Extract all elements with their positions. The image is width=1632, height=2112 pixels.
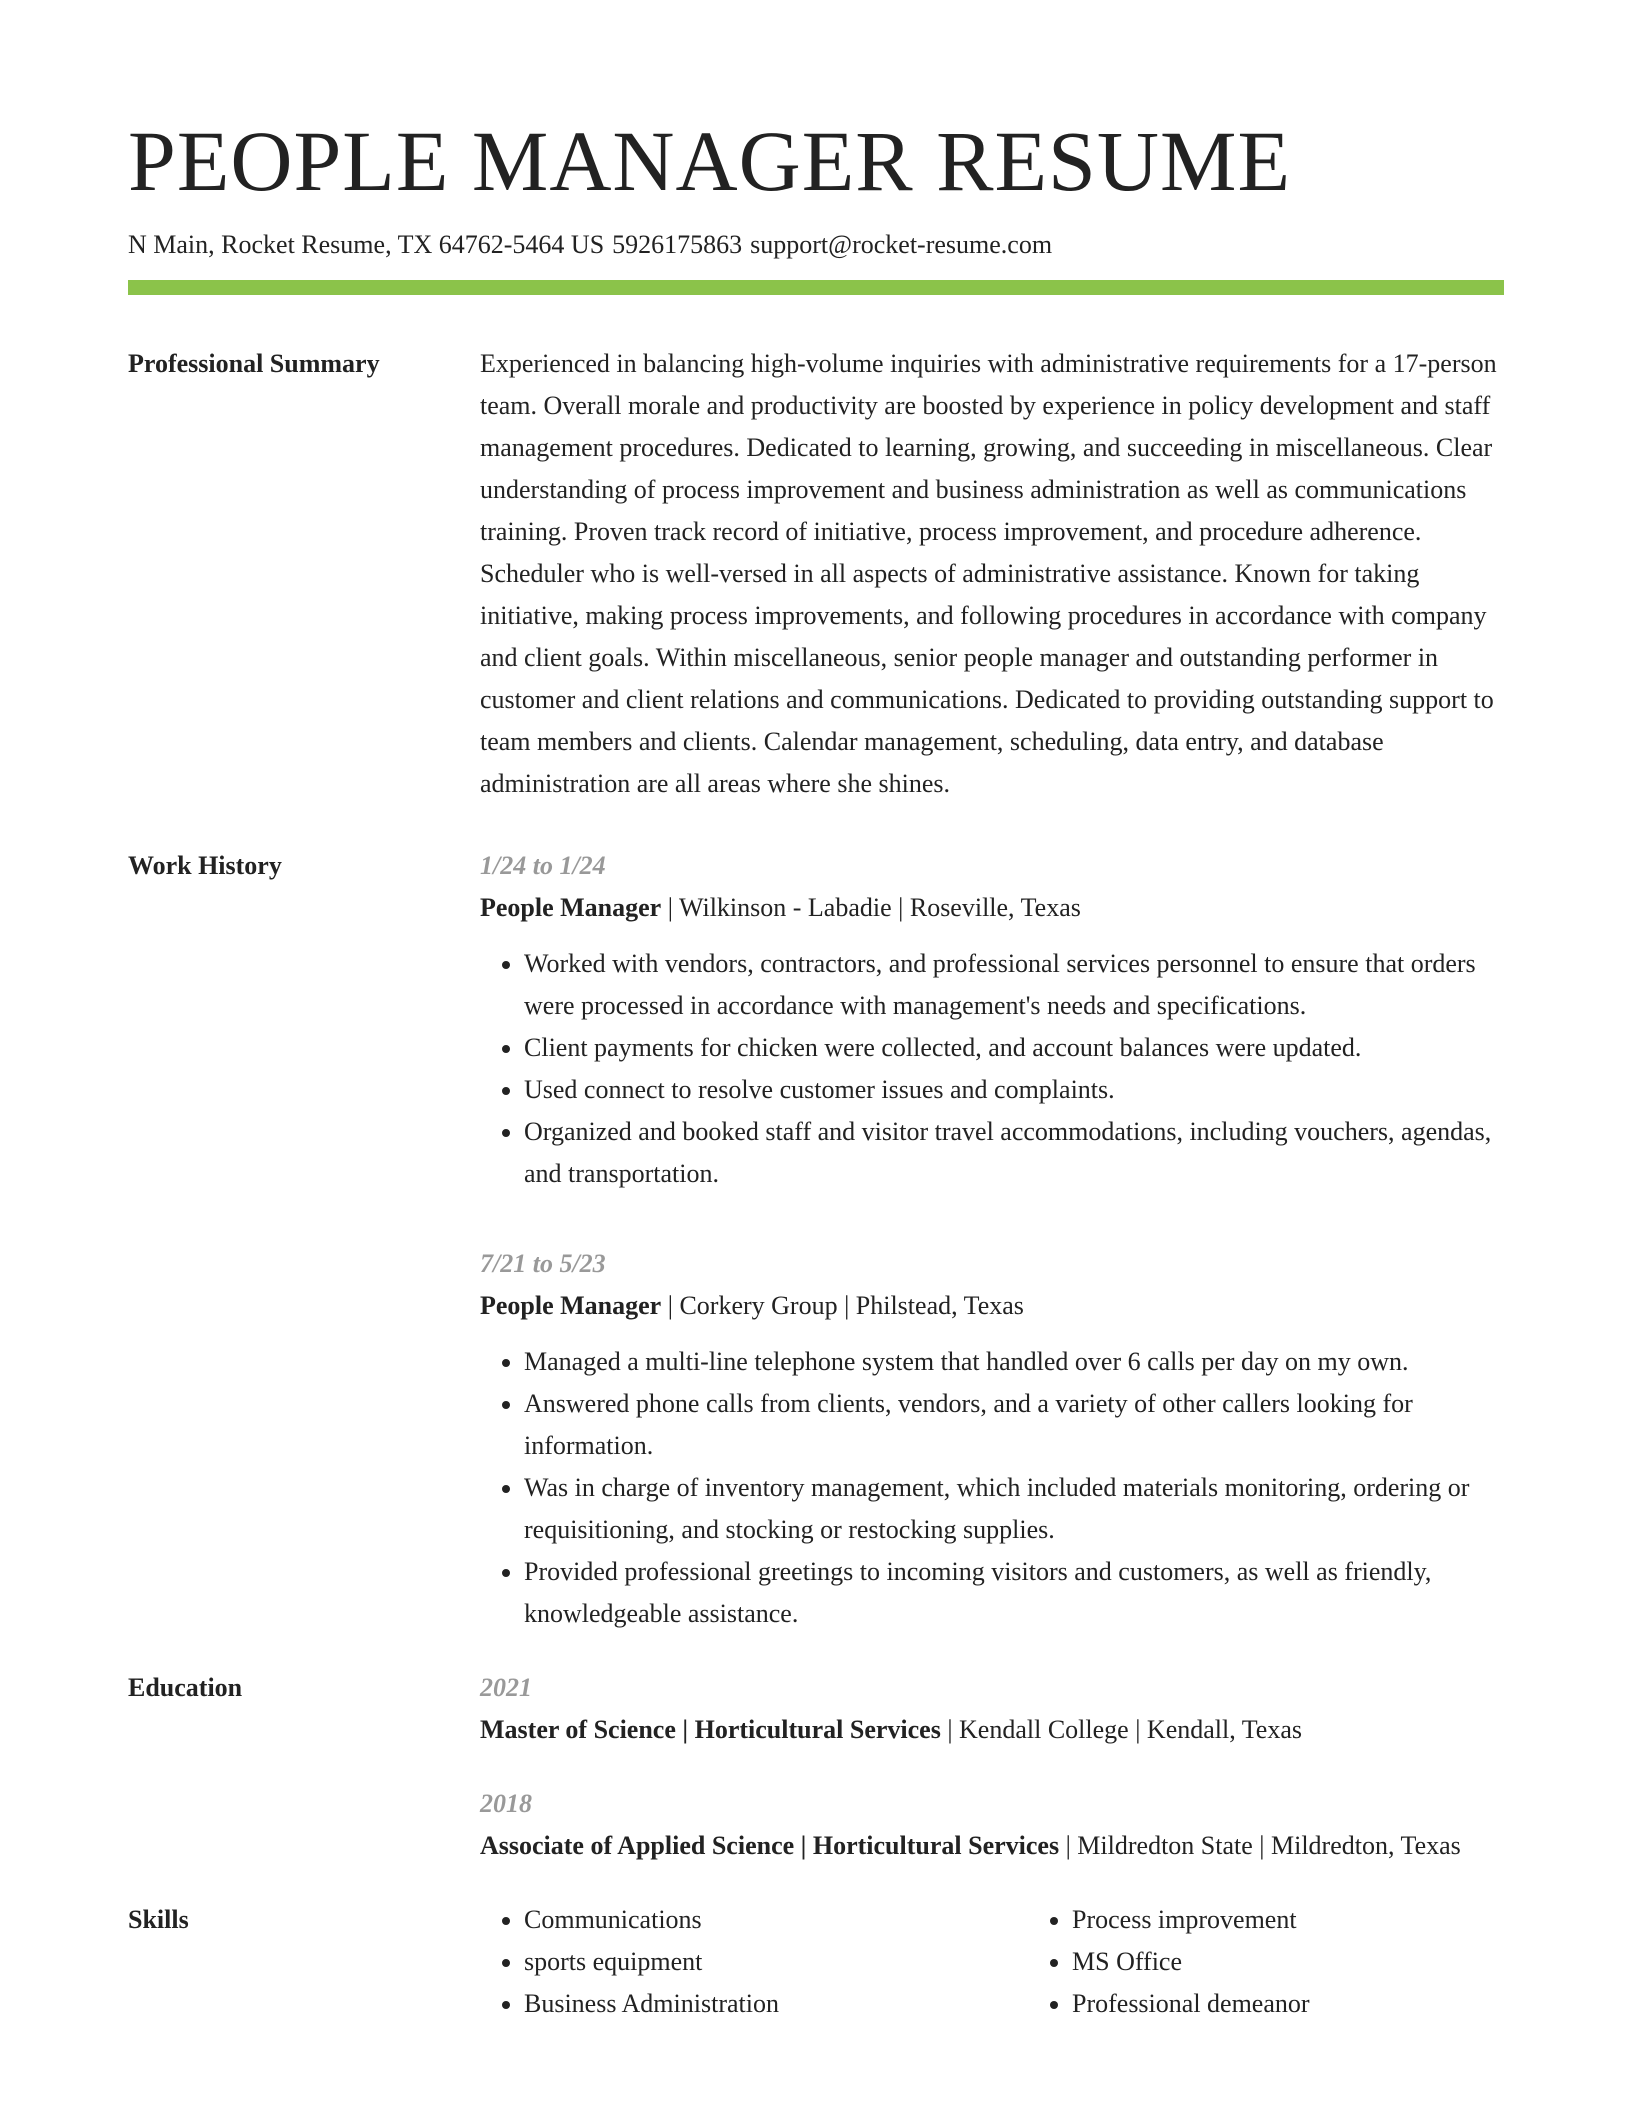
- section-label-summary: Professional Summary: [128, 349, 380, 378]
- job-role: [480, 887, 1504, 929]
- section-label-work: Work History: [128, 851, 282, 880]
- list-item: • Provided professional greetings to incoming visitors and customers, as well as friendly, knowledgeable assistance.: [524, 1551, 1504, 1635]
- list-item: • Communications: [524, 1899, 1028, 1941]
- list-item: • Used connect to resolve customer issues and complaints.: [524, 1069, 1504, 1111]
- section-label-education: Education: [128, 1673, 243, 1702]
- header-divider: [128, 280, 1504, 295]
- skills-list-left: [480, 1899, 1028, 2025]
- contact-line: [128, 230, 1504, 260]
- list-item: • Client payments for chicken were collected, and account balances were updated.: [524, 1027, 1504, 1069]
- list-item: • Professional demeanor: [1072, 1983, 1576, 2025]
- education-entry: [480, 1667, 1504, 1751]
- list-item: • Business Administration: [524, 1983, 1028, 2025]
- summary-text: Experienced in balancing high-volume inquiries with administrative requirements for a 17-person team. Overall morale and productivity are boosted by experience in policy development and staff management procedures. Dedicated to learning, growing, and succeeding in miscellaneous. Clear understanding of process improvement and business administration as well as communications training. Proven track record of initiative, process improvement, and procedure adherence. Scheduler who is well-versed in all aspects of administrative assistance. Known for taking initiative, making process improvements, and following procedures in accordance with company and client goals. Within miscellaneous, senior people manager and outstanding performer in customer and client relations and communications. Dedicated to providing outstanding support to team members and clients. Calendar management, scheduling, data entry, and database administration are all areas where she shines.: [480, 349, 1497, 798]
- list-item: • sports equipment: [524, 1941, 1028, 1983]
- contact-phone: 5926175863: [612, 230, 743, 259]
- section-education: [128, 1667, 1504, 1867]
- job-bullets: [480, 943, 1504, 1195]
- section-label-skills: Skills: [128, 1905, 189, 1934]
- list-item: • Answered phone calls from clients, vendors, and a variety of other callers looking for information.: [524, 1383, 1504, 1467]
- list-item: • Managed a multi-line telephone system that handled over 6 calls per day on my own.: [524, 1341, 1504, 1383]
- education-year: 2021: [480, 1673, 532, 1702]
- contact-address: N Main, Rocket Resume, TX 64762-5464 US: [128, 230, 605, 259]
- resume-title: PEOPLE MANAGER RESUME: [128, 113, 1291, 209]
- education-degree-line: [480, 1825, 1504, 1867]
- education-degree: Associate of Applied Science | Horticultural Services: [480, 1831, 1060, 1860]
- skills-list-right: [1028, 1899, 1576, 2025]
- job-dates: 1/24 to 1/24: [480, 851, 606, 880]
- job-role: [480, 1285, 1504, 1327]
- section-work-history: [128, 845, 1504, 1635]
- job-entry: [480, 1243, 1504, 1635]
- job-entry: [480, 845, 1504, 1195]
- education-year: 2018: [480, 1789, 532, 1818]
- contact-email: support@rocket-resume.com: [750, 230, 1053, 259]
- job-details: | Wilkinson - Labadie | Roseville, Texas: [661, 893, 1081, 922]
- list-item: • Was in charge of inventory management, which included materials monitoring, ordering or requisitioning, and stocking or restocking supplies.: [524, 1467, 1504, 1551]
- resume-page: [128, 113, 1504, 2025]
- section-summary: [128, 343, 1504, 805]
- job-bullets: [480, 1341, 1504, 1635]
- section-skills: [128, 1899, 1504, 2025]
- education-entry: [480, 1783, 1504, 1867]
- job-details: | Corkery Group | Philstead, Texas: [661, 1291, 1024, 1320]
- list-item: • Organized and booked staff and visitor travel accommodations, including vouchers, agendas, and transportation.: [524, 1111, 1504, 1195]
- education-details: | Kendall College | Kendall, Texas: [940, 1715, 1303, 1744]
- job-title: People Manager: [480, 893, 662, 922]
- job-dates: 7/21 to 5/23: [480, 1249, 606, 1278]
- education-degree: Master of Science | Horticultural Services: [480, 1715, 941, 1744]
- job-title: People Manager: [480, 1291, 662, 1320]
- list-item: • Process improvement: [1072, 1899, 1576, 1941]
- list-item: • Worked with vendors, contractors, and professional services personnel to ensure that orders were processed in accordance with management's needs and specifications.: [524, 943, 1504, 1027]
- education-details: | Mildredton State | Mildredton, Texas: [1059, 1831, 1461, 1860]
- education-degree-line: [480, 1709, 1504, 1751]
- list-item: • MS Office: [1072, 1941, 1576, 1983]
